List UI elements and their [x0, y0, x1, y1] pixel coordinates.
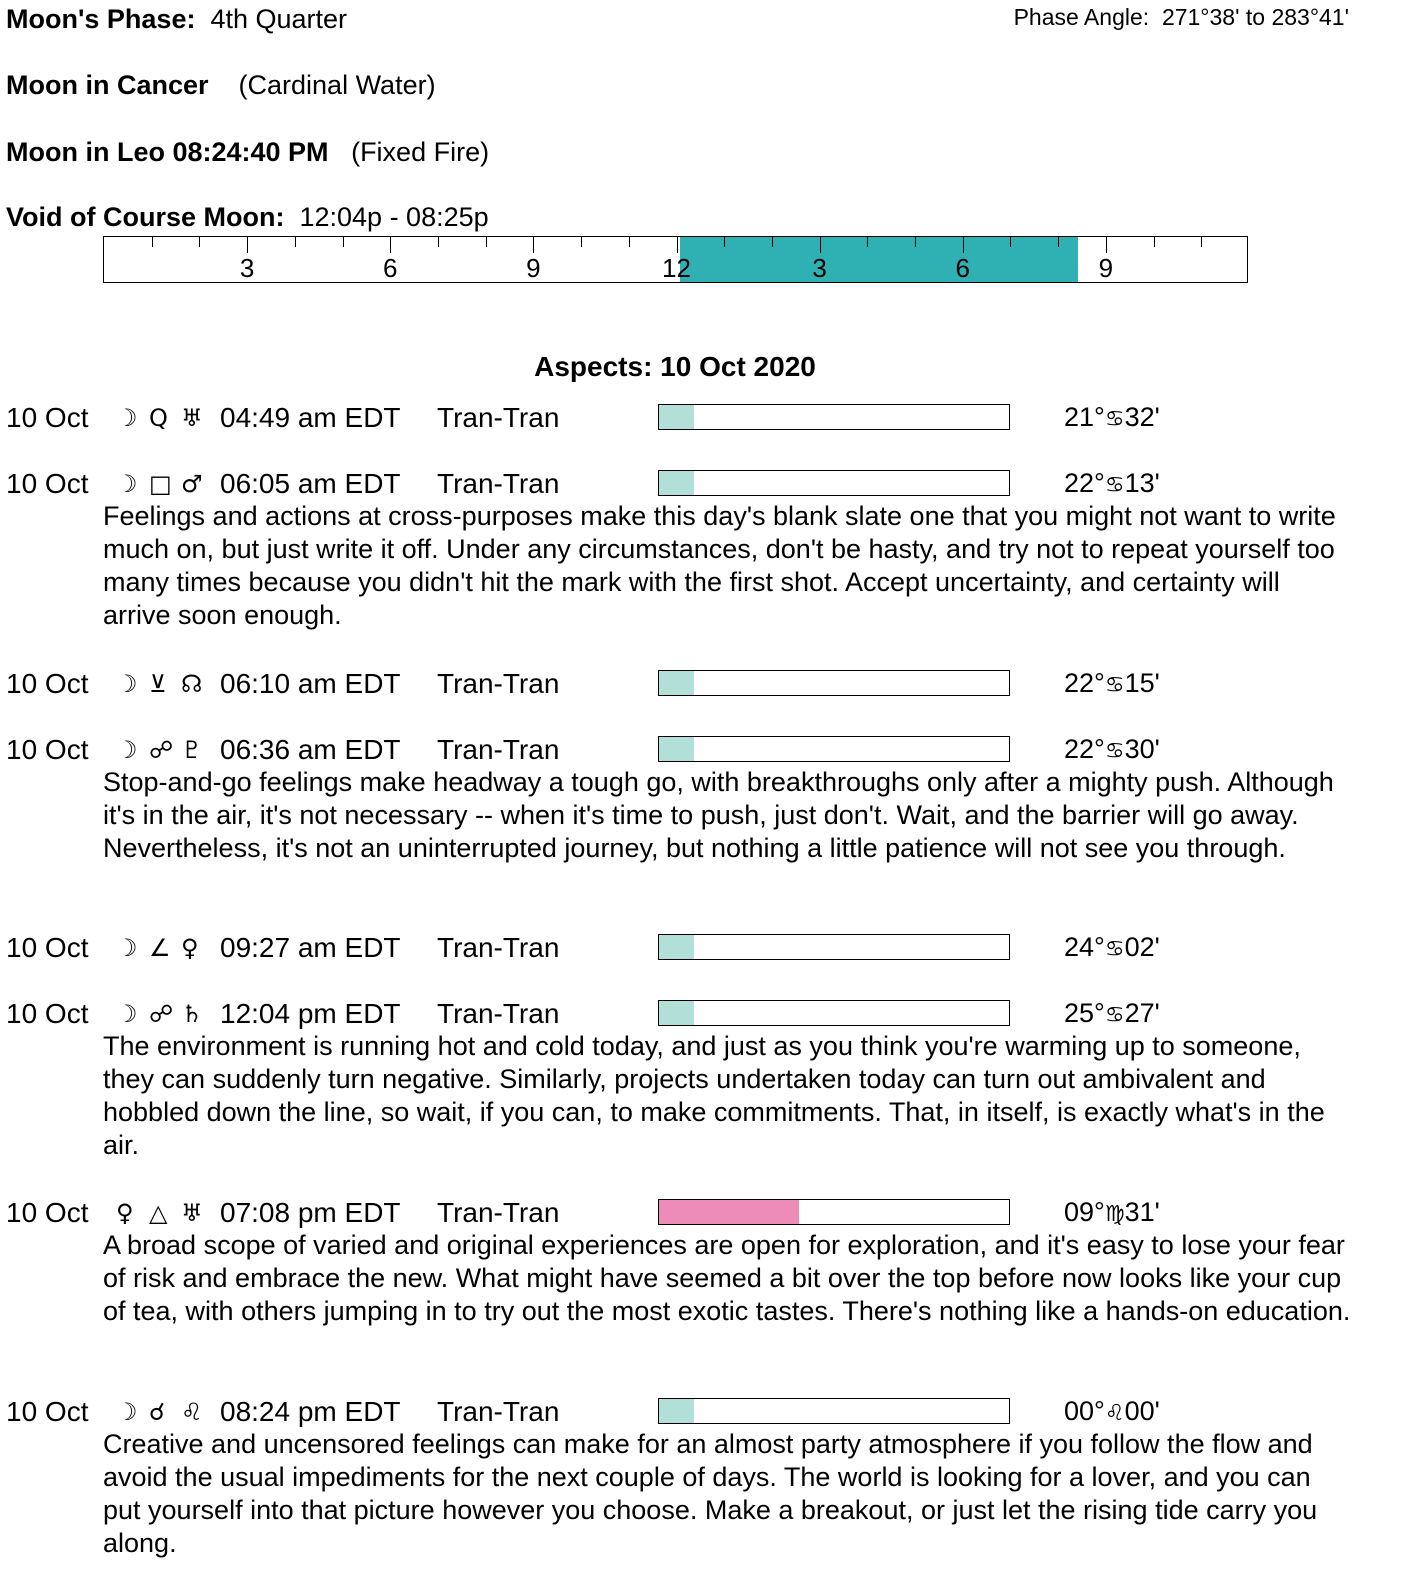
aspect-time: 04:49 am EDT — [220, 402, 401, 433]
hour-label: 6 — [955, 253, 970, 283]
planet-2-icon: ♇ — [181, 736, 203, 764]
aspect-type: Tran-Tran — [437, 468, 560, 499]
position-degrees: 22° — [1064, 668, 1105, 698]
aspect-description: The environment is running hot and cold today, and just as you think you're warming up to someone, they can suddenly turn negative. Similarly, projects undertaken today can turn out ambivalent and hobbled down the line, so wait, if you can, to make commitments. That, in itself, is exactly what's in the air. — [103, 1031, 1325, 1160]
moon-sign-2-label: Moon in Leo 08:24:40 PM — [6, 137, 329, 167]
planet-2-icon: ♅ — [181, 404, 203, 432]
hour-tick — [963, 237, 964, 253]
planet-2-icon: ♌ — [181, 1398, 203, 1426]
zodiac-sign-icon: ♋ — [1104, 407, 1125, 432]
aspects-title: Aspects: 10 Oct 2020 — [534, 351, 816, 382]
aspect-date: 10 Oct — [6, 402, 89, 433]
aspect-type: Tran-Tran — [437, 1197, 560, 1228]
aspect-time: 06:36 am EDT — [220, 734, 401, 765]
hour-tick — [199, 237, 200, 247]
phase-angle — [1014, 4, 1349, 31]
moon-sign-1-label: Moon in Cancer — [6, 70, 209, 100]
aspect-time: 08:24 pm EDT — [220, 1396, 401, 1427]
zodiac-sign-icon: ♋ — [1104, 1003, 1125, 1028]
aspect-icon: ⊻ — [149, 670, 167, 698]
moon-sign-1-quality: (Cardinal Water) — [238, 70, 436, 100]
hour-tick — [1058, 237, 1059, 247]
hour-tick — [677, 237, 678, 253]
hour-tick — [724, 237, 725, 247]
position-degrees: 24° — [1064, 932, 1105, 962]
aspect-icon: △ — [149, 1199, 168, 1227]
aspect-icon: ∠ — [149, 934, 171, 962]
aspect-type: Tran-Tran — [437, 402, 560, 433]
position-minutes: 32' — [1124, 402, 1160, 432]
aspect-description: Feelings and actions at cross-purposes make this day's blank slate one that you might not want to write much on, but just write it off. Under any circumstances, don't be hasty, and try not to repeat yourself too many times because you didn't hit the mark with the first shot. Accept uncertainty, and certainty will arrive soon enough. — [103, 501, 1336, 630]
position-minutes: 00' — [1124, 1396, 1160, 1426]
aspect-strength-bar — [658, 1000, 1010, 1026]
aspect-date: 10 Oct — [6, 734, 89, 765]
phase-angle-value: 271°38' to 283°41' — [1161, 4, 1349, 30]
aspect-strength-fill — [659, 671, 694, 695]
hour-label: 9 — [526, 253, 541, 283]
planet-2-icon: ♄ — [181, 1000, 203, 1028]
aspect-time: 09:27 am EDT — [220, 932, 401, 963]
position-degrees: 09° — [1064, 1197, 1105, 1227]
aspect-date: 10 Oct — [6, 1396, 89, 1427]
aspect-date: 10 Oct — [6, 1197, 89, 1228]
position-degrees: 00° — [1064, 1396, 1105, 1426]
position-minutes: 30' — [1124, 734, 1160, 764]
aspect-position — [1064, 468, 1160, 499]
planet-2-icon: ☊ — [181, 670, 203, 698]
aspect-position — [1064, 1396, 1160, 1427]
position-degrees: 22° — [1064, 468, 1105, 498]
aspect-strength-bar — [658, 670, 1010, 696]
aspect-type: Tran-Tran — [437, 998, 560, 1029]
aspect-type: Tran-Tran — [437, 932, 560, 963]
hour-tick — [247, 237, 248, 253]
aspect-date: 10 Oct — [6, 998, 89, 1029]
zodiac-sign-icon: ♋ — [1104, 673, 1125, 698]
position-minutes: 02' — [1124, 932, 1160, 962]
hour-tick — [1154, 237, 1155, 247]
voc-label: Void of Course Moon: — [6, 202, 285, 232]
planet-1-icon: ☽ — [116, 470, 138, 498]
aspect-strength-fill — [659, 1399, 694, 1423]
aspect-position — [1064, 734, 1160, 765]
aspect-icon: Q — [149, 404, 168, 432]
aspect-description: Stop-and-go feelings make headway a tough go, with breakthroughs only after a mighty push. Although it's in the air, it's not necessary -- when it's time to push, just don't. Wait, and the barrier will go away. Nevertheless, it's not an uninterrupted journey, but nothing a little patience will not see you through. — [103, 767, 1334, 863]
zodiac-sign-icon: ♋ — [1104, 937, 1125, 962]
zodiac-sign-icon: ♍ — [1104, 1202, 1125, 1227]
aspect-strength-fill — [659, 737, 694, 761]
planet-2-icon: ♅ — [181, 1199, 203, 1227]
position-minutes: 15' — [1124, 668, 1160, 698]
hour-tick — [295, 237, 296, 247]
moon-sign-cancer-line — [6, 70, 436, 101]
hour-label: 3 — [812, 253, 827, 283]
void-of-course-timeline — [103, 236, 1248, 283]
hour-tick — [820, 237, 821, 253]
aspect-date: 10 Oct — [6, 932, 89, 963]
hour-tick — [1010, 237, 1011, 247]
planet-1-icon: ☽ — [116, 670, 138, 698]
aspect-date: 10 Oct — [6, 668, 89, 699]
planet-1-icon: ☽ — [116, 1000, 138, 1028]
hour-tick — [438, 237, 439, 247]
aspect-type: Tran-Tran — [437, 668, 560, 699]
hour-label: 9 — [1098, 253, 1114, 283]
aspect-position — [1064, 402, 1160, 433]
aspect-strength-fill — [659, 405, 694, 429]
position-degrees: 25° — [1064, 998, 1105, 1028]
planet-1-icon: ☽ — [116, 934, 138, 962]
hour-tick — [343, 237, 344, 247]
hour-label: 12 — [662, 253, 691, 283]
hour-tick — [486, 237, 487, 247]
moon-phase-label: Moon's Phase: — [6, 4, 196, 34]
aspect-strength-fill — [659, 935, 694, 959]
aspect-icon: ☍ — [149, 1000, 174, 1028]
aspect-strength-bar — [658, 1199, 1010, 1225]
aspect-time: 12:04 pm EDT — [220, 998, 401, 1029]
hour-tick — [1201, 237, 1202, 247]
position-minutes: 27' — [1124, 998, 1160, 1028]
hour-tick — [581, 237, 582, 247]
hour-tick — [867, 237, 868, 247]
aspect-strength-bar — [658, 736, 1010, 762]
aspect-date: 10 Oct — [6, 468, 89, 499]
position-minutes: 31' — [1124, 1197, 1160, 1227]
aspect-strength-fill — [659, 471, 694, 495]
aspect-time: 07:08 pm EDT — [220, 1197, 401, 1228]
hour-tick — [772, 237, 773, 247]
zodiac-sign-icon: ♋ — [1104, 739, 1125, 764]
void-of-course-line — [6, 202, 489, 233]
hour-tick — [915, 237, 916, 247]
moon-sign-leo-line — [6, 137, 489, 168]
aspect-icon: ☍ — [149, 736, 174, 764]
hour-tick — [629, 237, 630, 247]
void-period-fill — [680, 237, 1078, 282]
aspect-description: Creative and uncensored feelings can make for an almost party atmosphere if you follow the flow and avoid the usual impediments for the next couple of days. The world is looking for a lover, and you can put yourself into that picture however you choose. Make a breakout, or just let the rising tide carry you along. — [103, 1429, 1318, 1558]
position-degrees: 21° — [1064, 402, 1105, 432]
aspect-type: Tran-Tran — [437, 1396, 560, 1427]
planet-1-icon: ☽ — [116, 1398, 138, 1426]
hour-label: 6 — [383, 253, 398, 283]
hour-tick — [390, 237, 391, 253]
hour-tick — [1106, 237, 1107, 253]
aspect-time: 06:10 am EDT — [220, 668, 401, 699]
aspect-strength-bar — [658, 470, 1010, 496]
moon-phase-line — [6, 4, 347, 35]
planet-1-icon: ♀ — [116, 1199, 134, 1227]
planet-1-icon: ☽ — [116, 736, 138, 764]
planet-2-icon: ♂ — [181, 470, 203, 498]
position-minutes: 13' — [1124, 468, 1160, 498]
hour-tick — [533, 237, 534, 253]
aspect-position — [1064, 932, 1160, 963]
zodiac-sign-icon: ♌ — [1104, 1401, 1125, 1426]
aspect-strength-bar — [658, 1398, 1010, 1424]
hour-tick — [152, 237, 153, 247]
aspect-strength-bar — [658, 934, 1010, 960]
position-degrees: 22° — [1064, 734, 1105, 764]
aspect-description: A broad scope of varied and original experiences are open for exploration, and it's easy to lose your fear of risk and embrace the new. What might have seemed a bit over the top before now looks like your cup of tea, with others jumping in to try out the most exotic tastes. There's nothing like a hands-on education. — [103, 1230, 1351, 1326]
phase-angle-label: Phase Angle: — [1013, 4, 1150, 30]
aspect-strength-bar — [658, 404, 1010, 430]
aspect-icon: ☌ — [149, 1398, 166, 1426]
aspect-icon: □ — [149, 470, 172, 498]
planet-1-icon: ☽ — [116, 404, 138, 432]
moon-phase-value: 4th Quarter — [210, 4, 348, 34]
hour-label: 3 — [239, 253, 255, 283]
aspect-position — [1064, 668, 1160, 699]
planet-2-icon: ♀ — [181, 934, 199, 962]
aspect-position — [1064, 1197, 1160, 1228]
aspect-position — [1064, 998, 1160, 1029]
voc-value: 12:04p - 08:25p — [299, 202, 489, 232]
aspect-time: 06:05 am EDT — [220, 468, 401, 499]
aspect-strength-fill — [659, 1001, 694, 1025]
moon-sign-2-quality: (Fixed Fire) — [351, 137, 490, 167]
aspect-type: Tran-Tran — [437, 734, 560, 765]
aspect-strength-fill — [659, 1200, 799, 1224]
zodiac-sign-icon: ♋ — [1104, 473, 1125, 498]
